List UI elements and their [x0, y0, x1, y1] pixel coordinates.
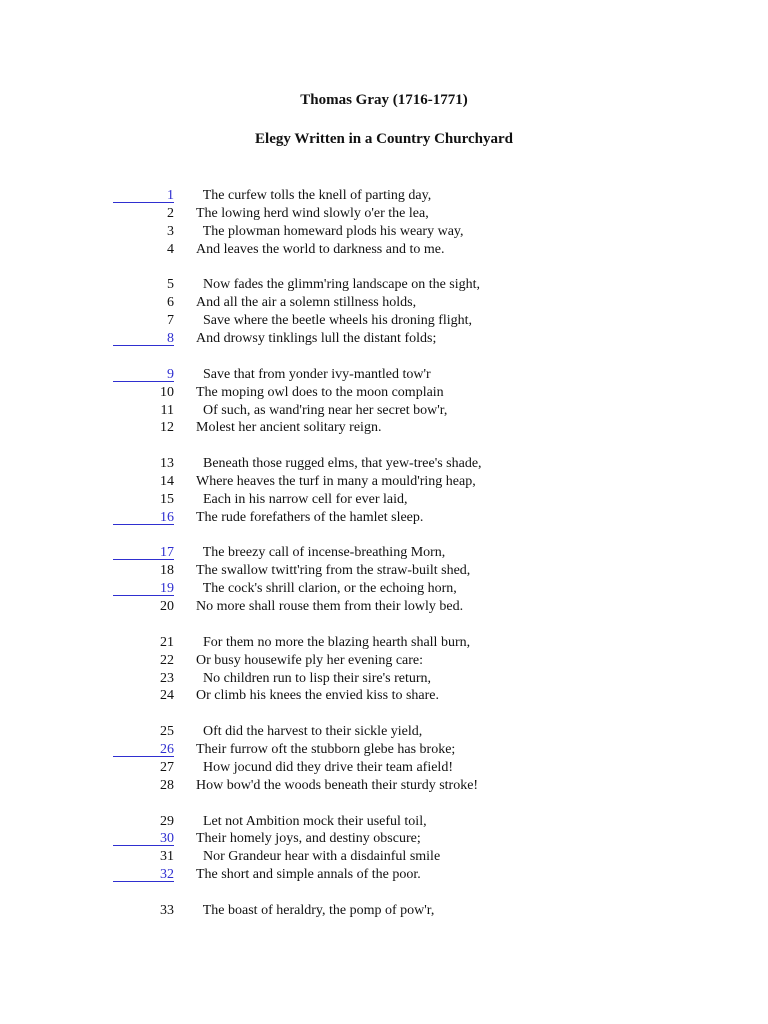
- line-number: 31: [160, 849, 174, 865]
- poem-line: [0, 741, 768, 759]
- line-number-link[interactable]: 26: [113, 741, 174, 757]
- poem-line: [0, 455, 768, 473]
- poem-line: [0, 830, 768, 848]
- line-number: 3: [167, 223, 174, 239]
- line-number-link[interactable]: 1: [113, 187, 174, 203]
- line-number-link[interactable]: 19: [113, 580, 174, 596]
- line-text: The swallow twitt'ring from the straw-built shed,: [196, 563, 471, 579]
- poem-line: [0, 813, 768, 831]
- line-number: 6: [167, 295, 174, 311]
- poem-line: [0, 223, 768, 241]
- line-text: No children run to lisp their sire's return,: [196, 670, 432, 686]
- stanza: [0, 902, 768, 920]
- stanza: [0, 813, 768, 885]
- line-number: 18: [160, 563, 174, 579]
- poem-body: [0, 187, 768, 938]
- stanza: [0, 634, 768, 706]
- line-text: The plowman homeward plods his weary way,: [196, 223, 464, 239]
- poem-line: [0, 402, 768, 420]
- poem-line: [0, 598, 768, 616]
- line-text: The rude forefathers of the hamlet sleep.: [196, 509, 424, 525]
- poem-line: [0, 205, 768, 223]
- stanza: [0, 187, 768, 259]
- poem-line: [0, 848, 768, 866]
- line-number: 33: [160, 902, 174, 918]
- line-text: How bow'd the woods beneath their sturdy stroke!: [196, 777, 479, 793]
- line-number: 28: [160, 777, 174, 793]
- line-number: 25: [160, 724, 174, 740]
- line-number: 12: [160, 420, 174, 436]
- line-text: Where heaves the turf in many a mould'ring heap,: [196, 473, 476, 489]
- line-text: Beneath those rugged elms, that yew-tree's shade,: [196, 456, 482, 472]
- line-text: How jocund did they drive their team afield!: [196, 759, 453, 775]
- poem-line: [0, 419, 768, 437]
- poem-line: [0, 509, 768, 527]
- line-number-link[interactable]: 30: [113, 830, 174, 846]
- line-number: 24: [160, 688, 174, 704]
- line-text: The lowing herd wind slowly o'er the lea,: [196, 205, 429, 221]
- poem-line: [0, 723, 768, 741]
- line-number-link[interactable]: 16: [113, 509, 174, 525]
- line-number: 13: [160, 456, 174, 472]
- poem-line: [0, 312, 768, 330]
- poem-line: [0, 562, 768, 580]
- poem-line: [0, 384, 768, 402]
- line-number-link[interactable]: 32: [113, 866, 174, 882]
- line-text: Or busy housewife ply her evening care:: [196, 652, 424, 668]
- poem-line: [0, 866, 768, 884]
- line-number: 14: [160, 473, 174, 489]
- poem-line: [0, 544, 768, 562]
- poem-line: [0, 759, 768, 777]
- line-text: Nor Grandeur hear with a disdainful smile: [196, 849, 441, 865]
- line-text: Of such, as wand'ring near her secret bow'r,: [196, 402, 448, 418]
- line-text: And all the air a solemn stillness holds,: [196, 295, 417, 311]
- poem-author: Thomas Gray (1716-1771): [300, 92, 468, 108]
- line-number: 4: [167, 241, 174, 257]
- line-number: 11: [160, 402, 174, 418]
- line-text: And drowsy tinklings lull the distant folds;: [196, 331, 437, 347]
- line-text: No more shall rouse them from their lowly bed.: [196, 599, 464, 615]
- line-number: 23: [160, 670, 174, 686]
- poem-line: [0, 652, 768, 670]
- line-number: 20: [160, 599, 174, 615]
- stanza: [0, 276, 768, 348]
- poem-line: [0, 294, 768, 312]
- line-text: Their furrow oft the stubborn glebe has broke;: [196, 742, 456, 758]
- stanza: [0, 366, 768, 438]
- line-text: Molest her ancient solitary reign.: [196, 420, 382, 436]
- line-text: Save where the beetle wheels his droning flight,: [196, 313, 473, 329]
- poem-line: [0, 491, 768, 509]
- poem-line: [0, 187, 768, 205]
- poem-line: [0, 687, 768, 705]
- line-text: The moping owl does to the moon complain: [196, 384, 444, 400]
- poem-line: [0, 670, 768, 688]
- line-text: Let not Ambition mock their useful toil,: [196, 813, 427, 829]
- line-text: Or climb his knees the envied kiss to share.: [196, 688, 440, 704]
- poem-title: Elegy Written in a Country Churchyard: [255, 131, 513, 147]
- line-number: 29: [160, 813, 174, 829]
- stanza: [0, 544, 768, 616]
- line-text: Each in his narrow cell for ever laid,: [196, 491, 408, 507]
- line-text: Now fades the glimm'ring landscape on the sight,: [196, 277, 481, 293]
- poem-line: [0, 902, 768, 920]
- poem-line: [0, 241, 768, 259]
- line-number: 2: [167, 205, 174, 221]
- line-number-link[interactable]: 17: [113, 544, 174, 560]
- line-text: The boast of heraldry, the pomp of pow'r,: [196, 902, 435, 918]
- poem-line: [0, 634, 768, 652]
- poem-line: [0, 330, 768, 348]
- line-text: The short and simple annals of the poor.: [196, 867, 421, 883]
- line-text: The breezy call of incense-breathing Morn,: [196, 545, 446, 561]
- line-text: Oft did the harvest to their sickle yield,: [196, 724, 423, 740]
- poem-line: [0, 276, 768, 294]
- line-text: And leaves the world to darkness and to me.: [196, 241, 445, 257]
- stanza: [0, 723, 768, 795]
- line-number: 5: [167, 277, 174, 293]
- line-text: The curfew tolls the knell of parting day,: [196, 188, 432, 203]
- line-number-link[interactable]: 9: [113, 366, 174, 382]
- line-number: 15: [160, 491, 174, 507]
- line-text: Their homely joys, and destiny obscure;: [196, 831, 421, 847]
- line-text: Save that from yonder ivy-mantled tow'r: [196, 366, 431, 382]
- poem-line: [0, 473, 768, 491]
- line-number: 21: [160, 634, 174, 650]
- line-number: 7: [167, 313, 174, 329]
- poem-line: [0, 777, 768, 795]
- line-number: 10: [160, 384, 174, 400]
- line-text: The cock's shrill clarion, or the echoing horn,: [196, 581, 457, 597]
- line-number: 27: [160, 759, 174, 775]
- line-number: 22: [160, 652, 174, 668]
- stanza: [0, 455, 768, 527]
- poem-line: [0, 580, 768, 598]
- line-number-link[interactable]: 8: [113, 330, 174, 346]
- line-text: For them no more the blazing hearth shall burn,: [196, 634, 471, 650]
- poem-line: [0, 366, 768, 384]
